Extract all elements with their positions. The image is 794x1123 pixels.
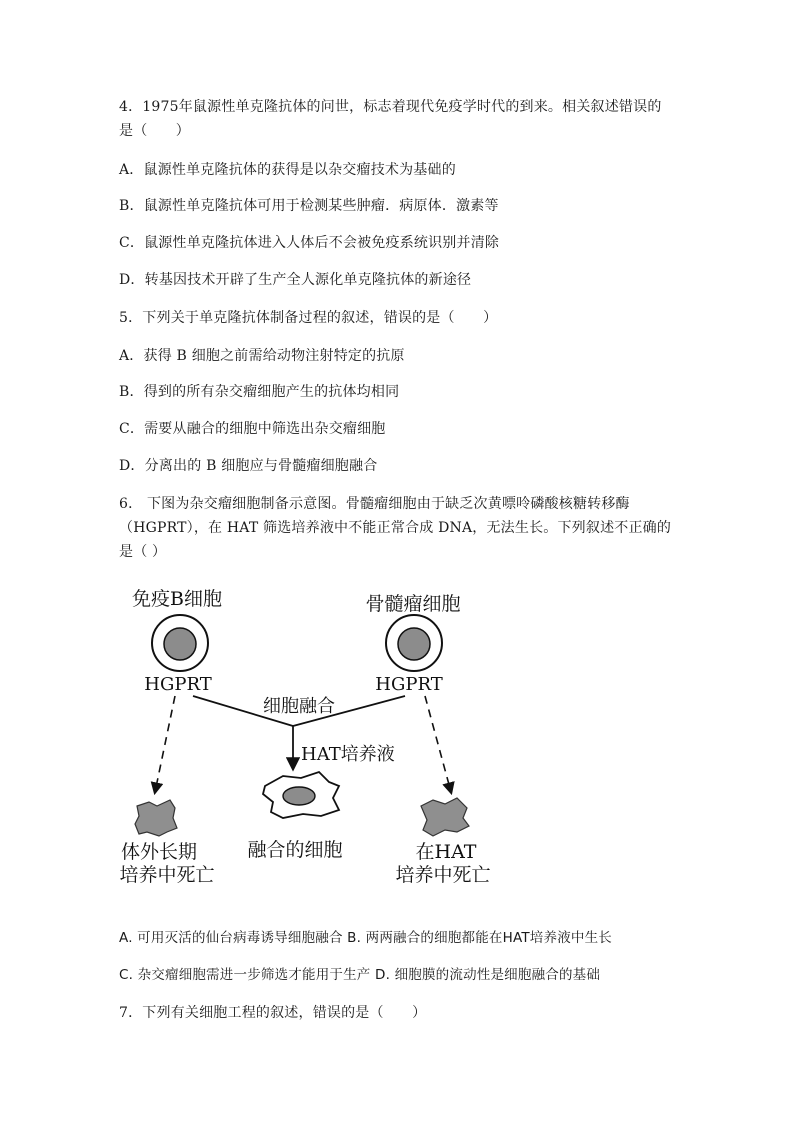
hat-medium-label: HAT培养液 [301,744,395,765]
left-result-line2: 培养中死亡 [119,864,215,886]
fusion-label: 细胞融合 [263,696,335,717]
dead-myeloma-cell-icon [421,798,469,836]
q6-stem-line3: 是（ ） [119,544,167,560]
b-cell-title: 免疫B细胞 [132,588,222,610]
b-cell-enzyme-label: HGPRT [144,674,212,695]
q4-option-b: B．鼠源性单克隆抗体可用于检测某些肿瘤．病原体．激素等 [119,198,499,214]
myeloma-enzyme-label: HGPRT [375,674,443,695]
hybridoma-diagram [115,580,515,900]
q5-option-d: D．分离出的 B 细胞应与骨髓瘤细胞融合 [119,458,378,474]
myeloma-cell-title: 骨髓瘤细胞 [365,593,461,615]
q4-option-a: A．鼠源性单克隆抗体的获得是以杂交瘤技术为基础的 [119,162,456,178]
center-result-label: 融合的细胞 [247,839,343,861]
left-result-line1: 体外长期 [120,841,198,863]
q6-stem-line2: （HGPRT），在 HAT 筛选培养液中不能正常合成 DNA，无法生长。下列叙述不正确的 [119,520,672,536]
q7-stem: 7．下列有关细胞工程的叙述，错误的是（ ） [119,1005,427,1021]
q6-options-line2: C. 杂交瘤细胞需进一步筛选才能用于生产 D. 细胞膜的流动性是细胞融合的基础 [119,967,601,983]
q6-options-line1: A. 可用灭活的仙台病毒诱导细胞融合 B. 两两融合的细胞都能在HAT培养液中生长 [119,930,612,946]
q5-option-a: A．获得 B 细胞之前需给动物注射特定的抗原 [119,348,405,364]
right-result-line2: 培养中死亡 [395,864,491,886]
q6-stem-line1: 6． 下图为杂交瘤细胞制备示意图。骨髓瘤细胞由于缺乏次黄嘌呤磷酸核糖转移酶 [119,496,630,512]
q5-option-c: C．需要从融合的细胞中筛选出杂交瘤细胞 [119,421,386,437]
dead-b-cell-icon [135,800,177,836]
right-result-line1: 在HAT [415,841,477,863]
q5-stem: 5．下列关于单克隆抗体制备过程的叙述，错误的是（ ） [119,310,498,326]
q4-option-c: C．鼠源性单克隆抗体进入人体后不会被免疫系统识别并清除 [119,235,500,251]
b-cell-icon [152,615,208,671]
q5-option-b: B．得到的所有杂交瘤细胞产生的抗体均相同 [119,384,400,400]
myeloma-cell-icon [386,615,442,671]
q4-stem-line2: 是（ ） [119,123,190,139]
fused-cell-icon [263,772,339,818]
q4-option-d: D．转基因技术开辟了生产全人源化单克隆抗体的新途径 [119,272,472,288]
q4-stem-line1: 4．1975年鼠源性单克隆抗体的问世，标志着现代免疫学时代的到来。相关叙述错误的 [119,99,662,115]
